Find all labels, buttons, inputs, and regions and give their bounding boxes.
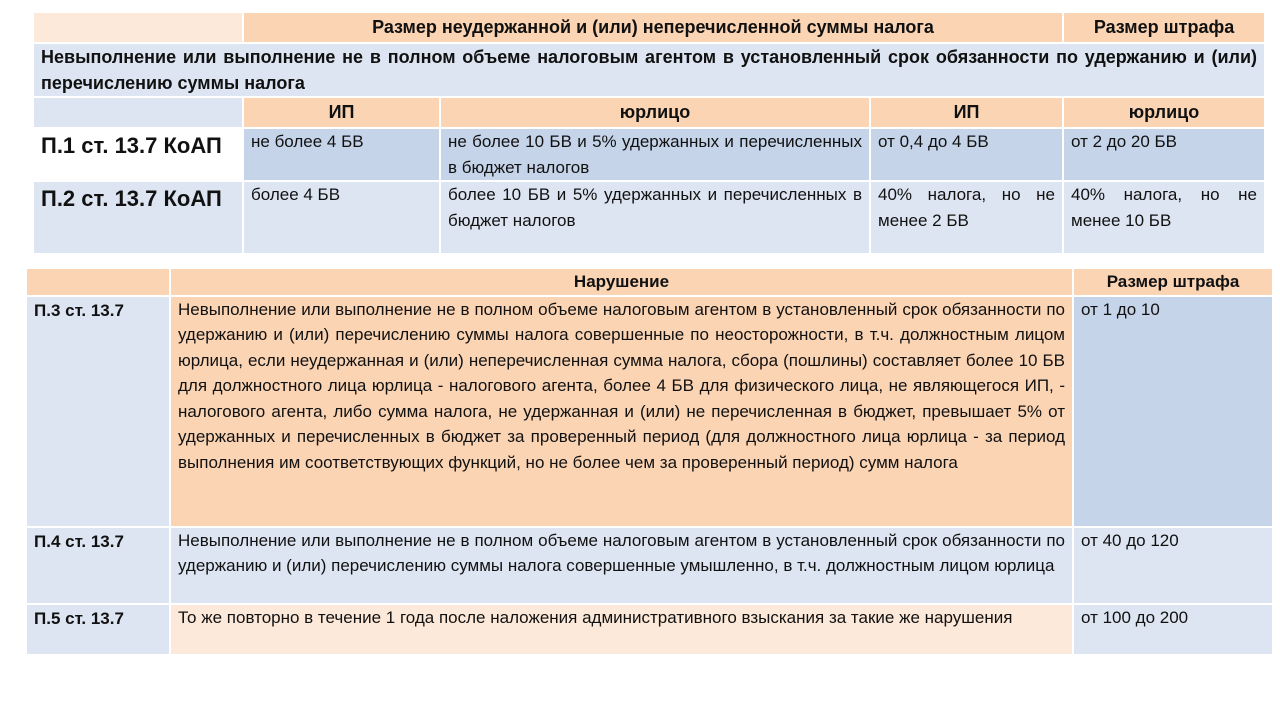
- table-row: [26, 604, 1273, 655]
- table-row: [33, 128, 1265, 181]
- subheader-fine-ip: ИП: [870, 97, 1063, 128]
- table-row: [26, 527, 1273, 604]
- fine-range: от 40 до 120: [1073, 527, 1273, 604]
- violation-text: Невыполнение или выполнение не в полном объеме налоговым агентом в установленный срок обязанности по удержанию и (или) перечислению суммы налога совершенные умышленно, в т.ч. должностным лицом юрлица: [170, 527, 1073, 604]
- amount-legal: более 10 БВ и 5% удержанных и перечисленных в бюджет налогов: [440, 181, 870, 254]
- violation-description: Невыполнение или выполнение не в полном объеме налоговым агентом в установленный срок обязанности по удержанию и (или) перечислению суммы налога: [33, 43, 1265, 97]
- fine-range: от 100 до 200: [1073, 604, 1273, 655]
- amount-ip: не более 4 БВ: [243, 128, 440, 181]
- row-label: П.2 ст. 13.7 КоАП: [33, 181, 243, 254]
- header-fine: Размер штрафа: [1063, 12, 1265, 43]
- penalty-table-koap: [32, 11, 1266, 255]
- header-amount: Размер неудержанной и (или) неперечисленной суммы налога: [243, 12, 1063, 43]
- fine-ip: от 0,4 до 4 БВ: [870, 128, 1063, 181]
- table-row: [26, 296, 1273, 527]
- penalty-table-violations: [25, 267, 1274, 656]
- violation-text: Невыполнение или выполнение не в полном объеме налоговым агентом в установленный срок обязанности по удержанию и (или) перечислению суммы налога совершенные по неосторожности, в т.ч. должностным лицом юрлица, если неудержанная и (или) неперечисленная сумма налога, сбора (пошлины) составляет более 10 БВ для должностного лица юрлица - налогового агента, более 4 БВ для физического лица, не являющегося ИП, - налогового агента, либо сумма налога, не удержанная и (или) не перечисленная в бюджет, превышает 5% от удержанных и перечисленных в бюджет за проверенный период (для должностного лица юрлица - за период выполнения им соответствующих функций, но не более чем за проверенный период) сумм налога: [170, 296, 1073, 527]
- subheader-amount-legal: юрлицо: [440, 97, 870, 128]
- corner-cell: [26, 268, 170, 296]
- row-label: П.1 ст. 13.7 КоАП: [33, 128, 243, 181]
- header-violation: Нарушение: [170, 268, 1073, 296]
- subheader-amount-ip: ИП: [243, 97, 440, 128]
- amount-legal: не более 10 БВ и 5% удержанных и перечисленных в бюджет налогов: [440, 128, 870, 181]
- violation-text: То же повторно в течение 1 года после наложения административного взыскания за такие же нарушения: [170, 604, 1073, 655]
- row-label: П.4 ст. 13.7: [26, 527, 170, 604]
- table-row: [33, 181, 1265, 254]
- fine-ip: 40% налога, но не менее 2 БВ: [870, 181, 1063, 254]
- row-label: П.3 ст. 13.7: [26, 296, 170, 527]
- subheader-fine-legal: юрлицо: [1063, 97, 1265, 128]
- corner-cell: [33, 12, 243, 43]
- header-fine: Размер штрафа: [1073, 268, 1273, 296]
- fine-legal: от 2 до 20 БВ: [1063, 128, 1265, 181]
- fine-range: от 1 до 10: [1073, 296, 1273, 527]
- row-label: П.5 ст. 13.7: [26, 604, 170, 655]
- fine-legal: 40% налога, но не менее 10 БВ: [1063, 181, 1265, 254]
- amount-ip: более 4 БВ: [243, 181, 440, 254]
- subheader-spacer: [33, 97, 243, 128]
